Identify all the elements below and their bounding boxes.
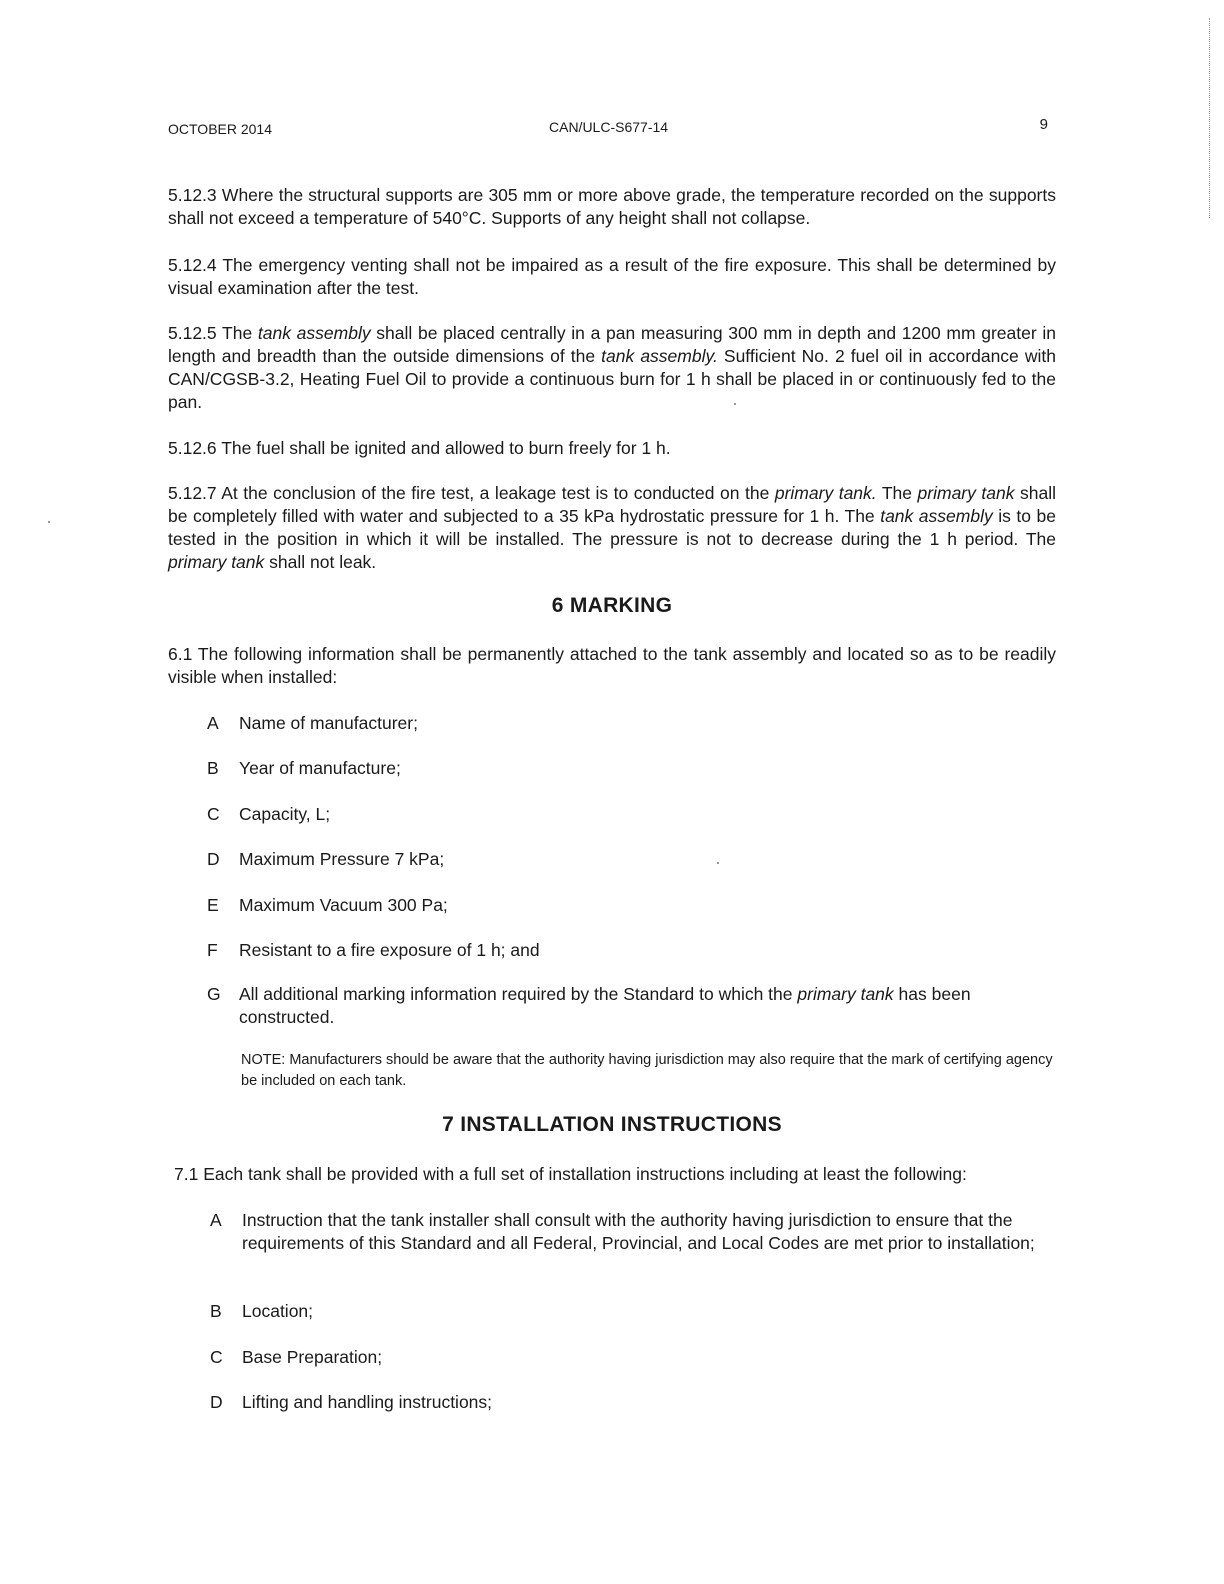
clause-text-part: shall be completely filled with water and subjected to a 35 kPa hydrostatic pressure for 1 h. The [168,483,1057,526]
clause-text: Where the structural supports are 305 mm or more above grade, the temperature recorded on the supports shall not exceed a temperature of 540°C. Supports of any height shall not collapse. [168,185,1056,228]
clause-number: 5.12.7 [168,483,217,503]
section-7-heading: 7 INSTALLATION INSTRUCTIONS [442,1113,782,1136]
header-page-number: 9 [1039,116,1048,133]
item-letter: A [210,1210,222,1230]
clause-number: 7.1 [174,1164,199,1184]
clause-text-part: shall be placed centrally in a pan measuring 300 mm in depth and 1200 mm greater in length and breadth than the outside dimensions of the [168,323,1056,366]
item-text [239,983,1051,1029]
clause-text-part: shall not leak. [269,552,377,572]
item-text: Location; [242,1301,314,1321]
clause-number: 5.12.3 [168,185,217,205]
item-letter: G [207,984,221,1004]
instruction-item-a [210,1209,1060,1279]
clause-text-part: Sufficient No. 2 fuel oil in accordance with CAN/CGSB-3.2, Heating Fuel Oil to provide a continuous burn for 1 h shall be placed in or continuously fed to the pan. [168,346,1056,412]
item-text: Name of manufacturer; [239,713,418,733]
clause-number: 5.12.5 [168,323,217,343]
item-text-part: All additional marking information required by the Standard to which the [239,984,793,1004]
page-header [168,116,1054,139]
clause-text-part: The [881,483,913,503]
item-letter: E [207,895,219,915]
clause-number: 5.12.4 [168,255,217,275]
item-letter: F [207,940,218,960]
item-text: Base Preparation; [242,1347,383,1367]
item-letter: C [207,804,220,824]
item-text-part: has been constructed. [239,984,971,1027]
item-letter: A [207,713,219,733]
defined-term: primary tank [917,483,1015,503]
item-letter: D [207,849,220,869]
item-text: Maximum Pressure 7 kPa; [239,849,445,869]
clause-number: 6.1 [168,644,193,664]
clause-5-12-3 [168,184,1056,230]
item-letter: B [207,758,219,778]
scan-speck [717,862,719,864]
defined-term: primary tank [168,552,265,572]
header-standard-id: CAN/ULC-S677-14 [549,119,669,135]
clause-number: 5.12.6 [168,438,217,458]
item-letter: C [210,1347,223,1367]
item-text: Year of manufacture; [239,758,401,778]
item-text: Capacity, L; [239,804,331,824]
clause-text-part: At the conclusion of the fire test, a leakage test is to conducted on the [221,483,770,503]
item-text: Resistant to a fire exposure of 1 h; and [239,940,540,960]
item-letter: B [210,1301,222,1321]
defined-term: primary tank. [774,483,877,503]
item-text: Instruction that the tank installer shall consult with the authority having jurisdiction to ensure that the requirements of this Standard and all Federal, Provincial, and Local Codes are met prior to installation; [242,1210,1035,1253]
clause-text: The emergency venting shall not be impaired as a result of the fire exposure. This shall be determined by visual examination after the test. [168,255,1056,298]
clause-6-1 [168,643,1056,689]
clause-5-12-4 [168,254,1056,300]
clause-text-part: is to be tested in the position in which it will be installed. The pressure is not to decrease during the 1 h period. The [168,506,1056,549]
scan-speck [734,403,736,405]
section-6-heading: 6 MARKING [551,594,673,617]
scan-edge-line [1209,18,1211,218]
defined-term: tank assembly [880,506,993,526]
clause-text: The following information shall be permanently attached to the tank assembly and located so as to be readily visible when installed: [168,644,1056,687]
item-text: Maximum Vacuum 300 Pa; [239,895,448,915]
scan-speck [48,521,50,523]
marking-item-g [207,983,1057,1031]
clause-text: The fuel shall be ignited and allowed to burn freely for 1 h. [221,438,671,458]
clause-5-12-7 [168,482,1056,574]
header-date: OCTOBER 2014 [168,121,273,137]
item-text: Lifting and handling instructions; [242,1392,493,1412]
clause-text: Each tank shall be provided with a full set of installation instructions including at least the following: [203,1164,967,1184]
item-letter: D [210,1392,223,1412]
marking-note: NOTE: Manufacturers should be aware that the authority having jurisdiction may also require that the mark of certifying agency be included on each tank. [241,1052,1053,1089]
clause-text-part: The [222,323,253,343]
defined-term: tank assembly. [601,346,718,366]
defined-term: primary tank [797,984,894,1004]
clause-5-12-5 [168,322,1056,414]
defined-term: tank assembly [257,323,371,343]
clause-7-1 [174,1163,1060,1186]
clause-5-12-6 [168,437,1056,460]
